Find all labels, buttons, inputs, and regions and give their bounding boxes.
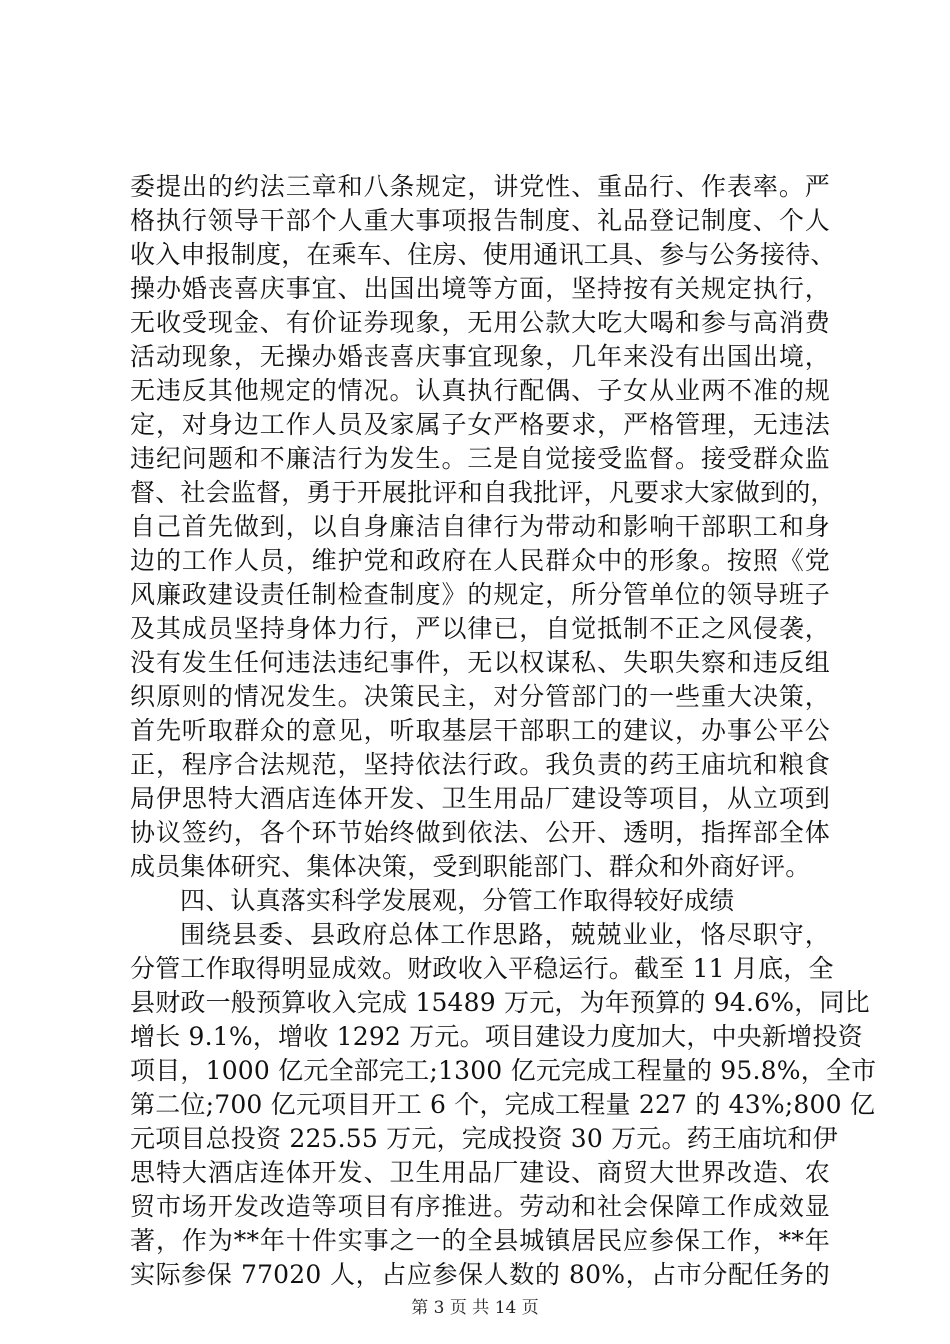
text-line: 督、社会监督，勇于开展批评和自我批评，凡要求大家做到的， xyxy=(130,478,836,507)
text-line: 格执行领导干部个人重大事项报告制度、礼品登记制度、个人 xyxy=(130,206,830,235)
text-line: 收入申报制度，在乘车、住房、使用通讯工具、参与公务接待、 xyxy=(130,240,836,269)
text-line: 自己首先做到，以自身廉洁自律行为带动和影响干部职工和身 xyxy=(130,512,830,541)
text-line: 贸市场开发改造等项目有序推进。劳动和社会保障工作成效显 xyxy=(130,1192,830,1221)
text-line: 违纪问题和不廉洁行为发生。三是自觉接受监督。接受群众监 xyxy=(130,444,830,473)
text-line: 元项目总投资 225.55 万元，完成投资 30 万元。药王庙坑和伊 xyxy=(130,1124,838,1153)
section-heading: 四、认真落实科学发展观，分管工作取得较好成绩 xyxy=(180,886,735,915)
text-line: 县财政一般预算收入完成 15489 万元，为年预算的 94.6%，同比 xyxy=(130,988,870,1017)
body-text xyxy=(130,170,877,1292)
text-line: 无违反其他规定的情况。认真执行配偶、子女从业两不准的规 xyxy=(130,376,830,405)
text-line: 思特大酒店连体开发、卫生用品厂建设、商贸大世界改造、农 xyxy=(130,1158,830,1187)
text-line: 边的工作人员，维护党和政府在人民群众中的形象。按照《党 xyxy=(130,546,830,575)
page-number-footer: 第 3 页 共 14 页 xyxy=(411,1298,539,1318)
text-line: 协议签约，各个环节始终做到依法、公开、透明，指挥部全体 xyxy=(130,818,830,847)
text-line: 项目，1000 亿元全部完工;1300 亿元完成工程量的 95.8%，全市 xyxy=(130,1056,877,1085)
text-line: 第二位;700 亿元项目开工 6 个，完成工程量 227 的 43%;800 亿 xyxy=(130,1090,876,1119)
text-line: 没有发生任何违法违纪事件，无以权谋私、失职失察和违反组 xyxy=(130,648,830,677)
text-line: 风廉政建设责任制检查制度》的规定，所分管单位的领导班子 xyxy=(130,580,830,609)
text-line: 无收受现金、有价证券现象，无用公款大吃大喝和参与高消费 xyxy=(130,308,830,337)
text-line: 织原则的情况发生。决策民主，对分管部门的一些重大决策， xyxy=(130,682,830,711)
paragraph-first-line: 围绕县委、县政府总体工作思路，兢兢业业，恪尽职守， xyxy=(180,920,830,949)
text-line: 局伊思特大酒店连体开发、卫生用品厂建设等项目，从立项到 xyxy=(130,784,830,813)
text-line: 操办婚丧喜庆事宜、出国出境等方面，坚持按有关规定执行， xyxy=(130,274,830,303)
text-line: 成员集体研究、集体决策，受到职能部门、群众和外商好评。 xyxy=(130,852,811,881)
text-line: 及其成员坚持身体力行，严以律已，自觉抵制不正之风侵袭， xyxy=(130,614,830,643)
text-line: 增长 9.1%，增收 1292 万元。项目建设力度加大，中央新增投资 xyxy=(130,1022,863,1051)
text-line: 分管工作取得明显成效。财政收入平稳运行。截至 11 月底，全 xyxy=(130,954,834,983)
text-line: 正，程序合法规范，坚持依法行政。我负责的药王庙坑和粮食 xyxy=(130,750,830,779)
text-line: 首先听取群众的意见，听取基层干部职工的建议，办事公平公 xyxy=(130,716,830,745)
text-line: 活动现象，无操办婚丧喜庆事宜现象，几年来没有出国出境， xyxy=(130,342,830,371)
text-line: 委提出的约法三章和八条规定，讲党性、重品行、作表率。严 xyxy=(130,172,830,201)
text-line: 定，对身边工作人员及家属子女严格要求，严格管理，无违法 xyxy=(130,410,830,439)
text-line: 实际参保 77020 人，占应参保人数的 80%，占市分配任务的 xyxy=(130,1260,830,1289)
text-line: 著，作为**年十件实事之一的全县城镇居民应参保工作，**年 xyxy=(130,1226,830,1255)
